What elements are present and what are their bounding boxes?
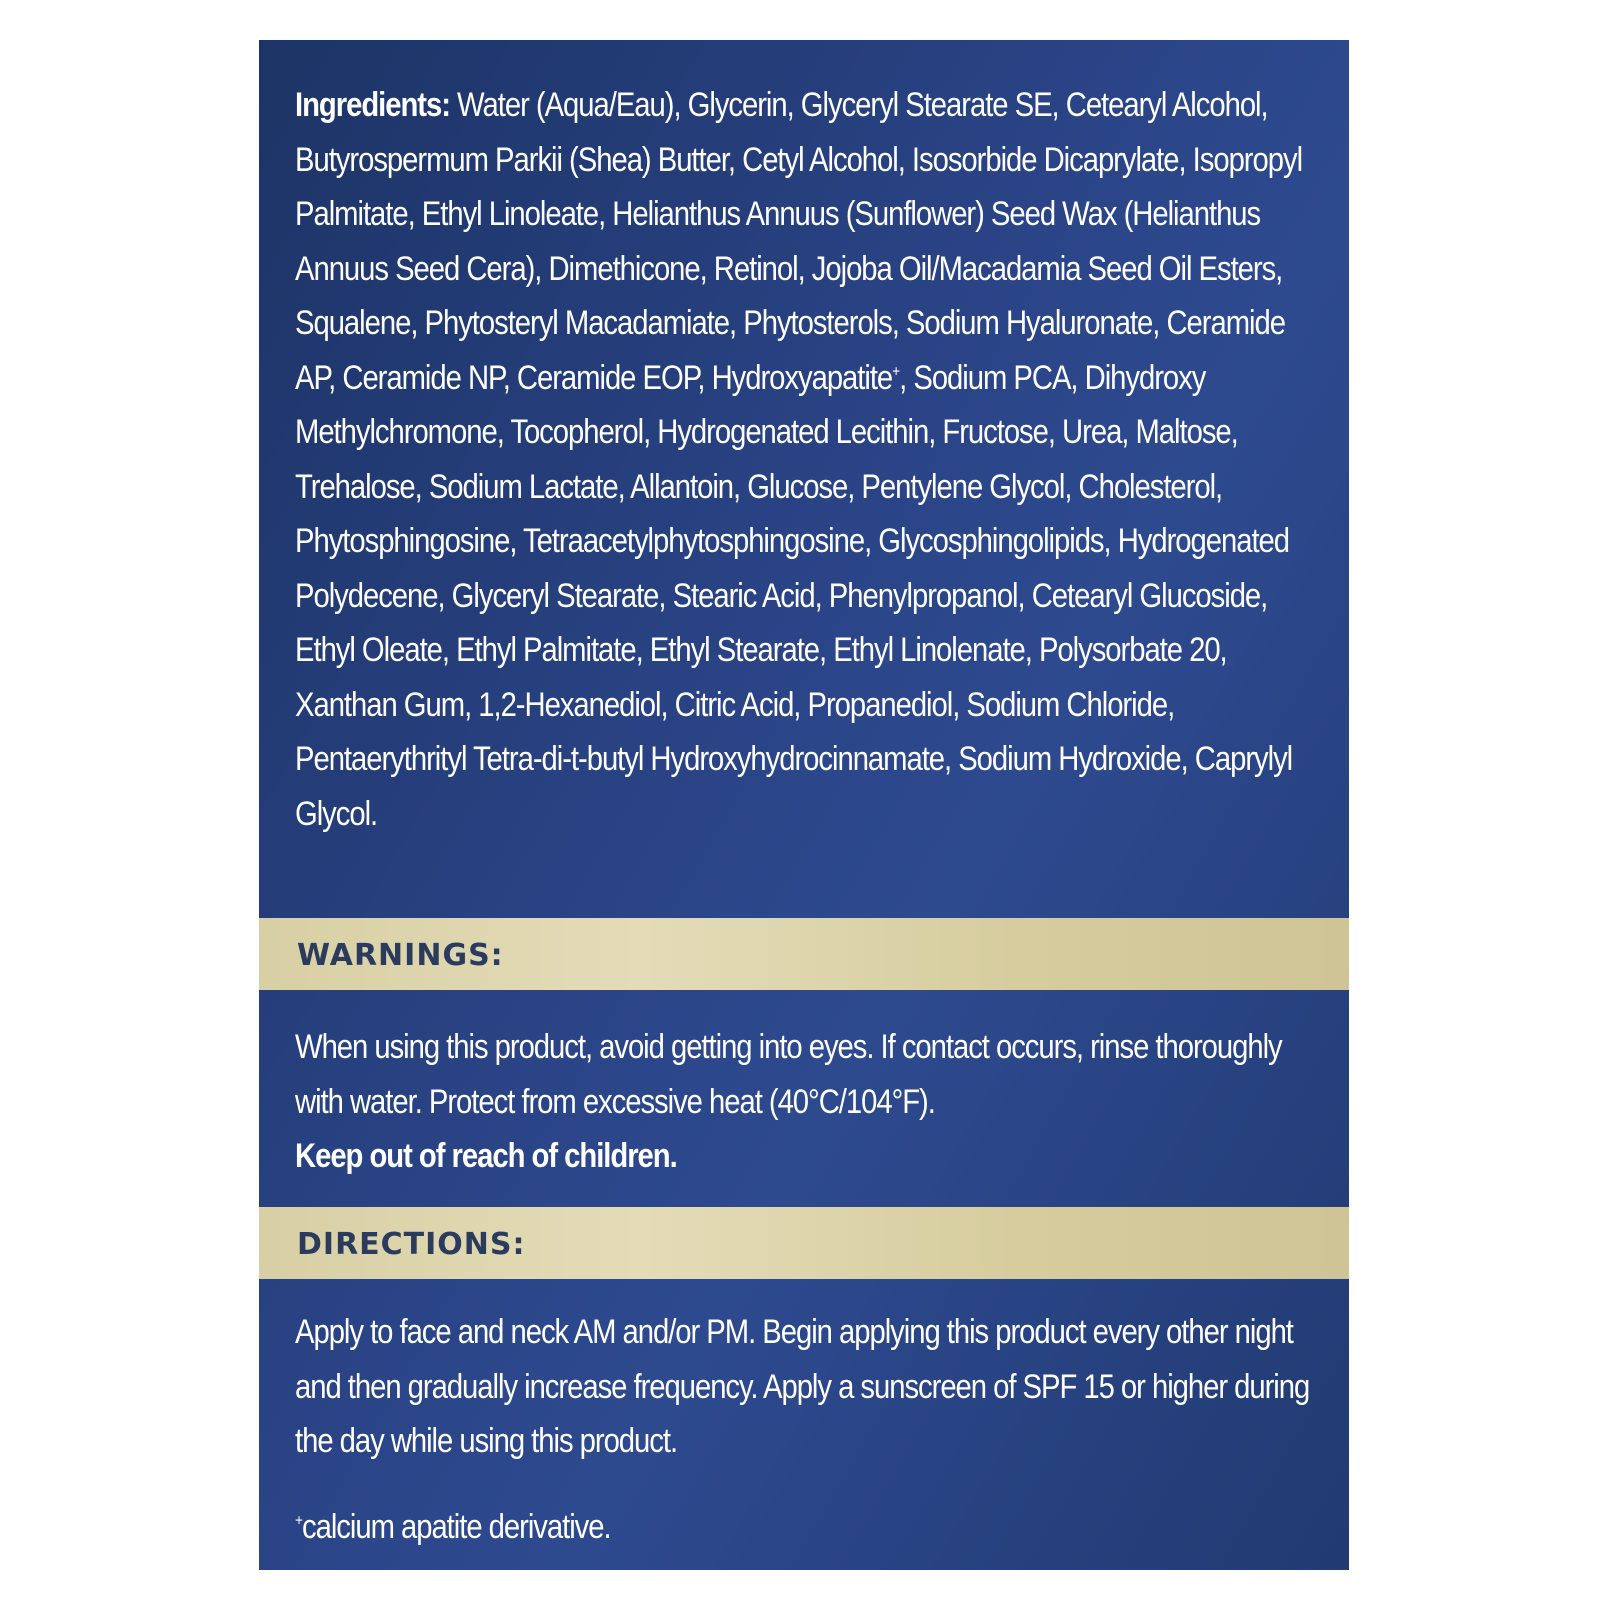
ingredients-list: Water (Aqua/Eau), Glycerin, Glyceryl Stearate SE, Cetearyl Alcohol, Butyrospermum Parkii (Shea) Butter, Cetyl Alcohol, Isosorbide Dicaprylate, Isopropyl Palmitate, Ethyl Linoleate, Helianthus Annuus (Sunflower) Seed Wax (Helianthus Annuus Seed Cera), Dimethicone, Retinol, Jojoba Oil/Macadamia Seed Oil Esters, Squalene, Phytosteryl Macadamiate, Phytosterols, Sodium Hyaluronate, Ceramide AP, Ceramide NP, Ceramide EOP, Hydroxyapatite <box>295 86 1303 397</box>
footnote-mark: + <box>295 1512 303 1530</box>
directions-title: DIRECTIONS: <box>297 1227 526 1262</box>
ingredients-label: Ingredients: <box>295 86 450 124</box>
warnings-bold: Keep out of reach of children. <box>295 1137 677 1175</box>
product-label-panel <box>259 40 1349 1570</box>
footnote-text: calcium apatite derivative. <box>302 1508 611 1546</box>
directions-text: Apply to face and neck AM and/or PM. Begin applying this product every other night and then gradually increase frequency. Apply a sunscreen of SPF 15 or higher during the day while using this product. <box>295 1313 1310 1460</box>
warnings-body: When using this product, avoid getting into eyes. If contact occurs, rinse thoroughly with water. Protect from excessive heat (40°C/104°F). <box>295 1028 1282 1121</box>
warnings-text <box>295 1020 1310 1184</box>
ingredients-list-continued: , Sodium PCA, Dihydroxy Methylchromone, Tocopherol, Hydrogenated Lecithin, Fructose, Urea, Maltose, Trehalose, Sodium Lactate, Allantoin, Glucose, Pentylene Glycol, Cholesterol, Phytosphingosine, Tetraacetylphytosphingosine, Glycosphingolipids, Hydrogenated Polydecene, Glyceryl Stearate, Stearic Acid, Phenylpropanol, Cetearyl Glucoside, Ethyl Oleate, Ethyl Palmitate, Ethyl Stearate, Ethyl Linolenate, Polysorbate 20, Xanthan Gum, 1,2-Hexanediol, Citric Acid, Propanediol, Sodium Chloride, Pentaerythrityl Tetra-di-t-butyl Hydroxyhydrocinnamate, Sodium Hydroxide, Caprylyl Glycol. <box>295 358 1293 833</box>
warnings-title: WARNINGS: <box>297 938 504 973</box>
ingredients-footnote-mark: + <box>892 363 900 381</box>
directions-band <box>259 1207 1349 1279</box>
warnings-band <box>259 918 1349 990</box>
footnote <box>295 1500 1310 1555</box>
ingredients-text <box>295 78 1310 841</box>
